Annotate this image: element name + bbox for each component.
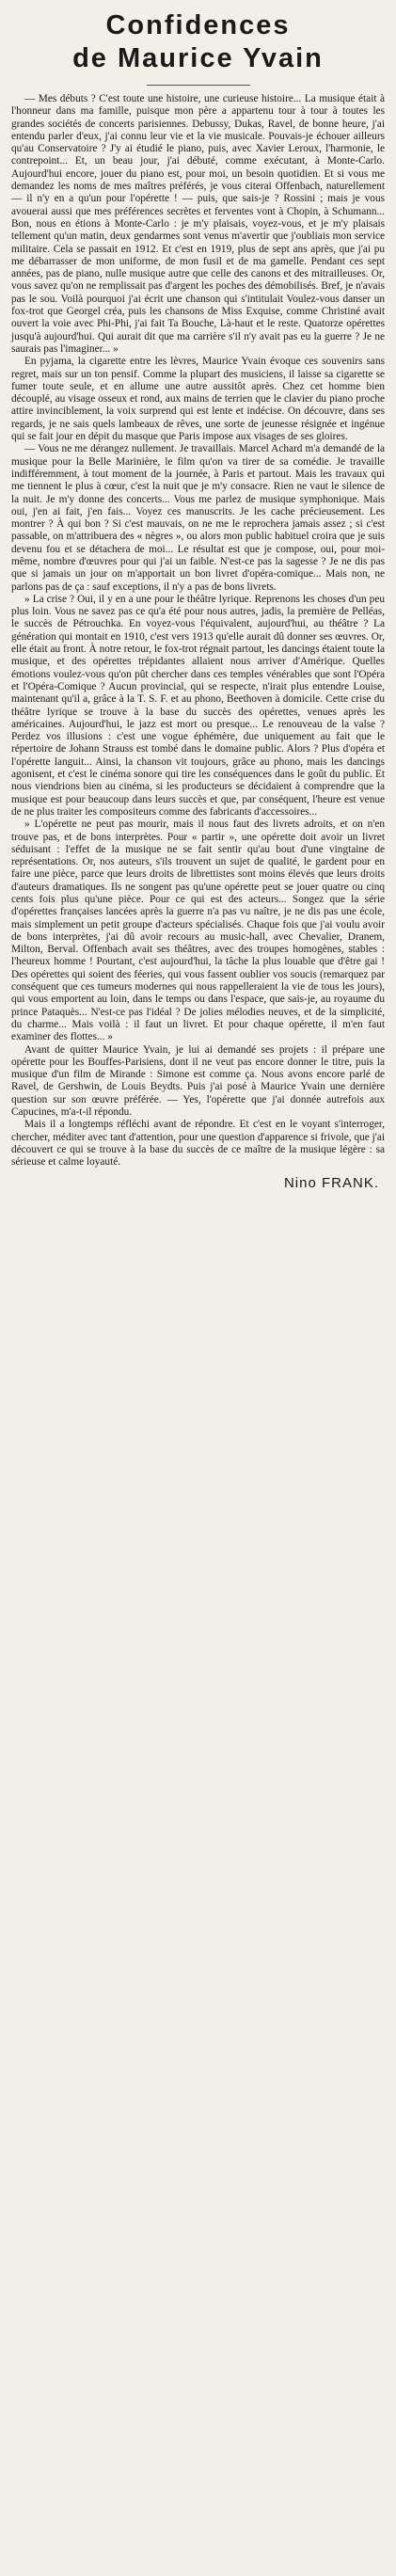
paragraph: — Mes débuts ? C'est toute une histoire, une curieuse histoire... La musique était à l'honneur dans ma famille, puisque mon père a appartenu tour à tour à toutes les grandes sociétés de concerts parisiennes. Debussy, Dukas, Ravel, de bonne heure, j'ai entendu parler d'eux, j'ai connu leur vie et la vie musicale. Pouvais-je échouer ailleurs qu'au Conservatoire ? J'y ai étudié le piano, puis, avec Xavier Leroux, l'harmonie, le contrepoint... Et, un beau jour, j'ai débuté, comme exécutant, à Monte-Carlo. Aujourd'hui encore, jouer du piano est, pour moi, un besoin quotidien. Et si vous me demandez les noms de mes maîtres préférés, je vous citerai Offenbach, naturellement — il n'y en a qu'un pour l'opérette ! — puis, que sais-je ? Rossini ; mais je vous avouerai aussi que mes préférences secrètes et ferventes vont à Chopin, à Schumann... Bon, nous en étions à Monte-Carlo : je m'y plaisais, voyez-vous, et je m'y plaisais tellement qu'un matin, deux gendarmes sont venus m'avertir que j'oubliais mon service militaire. Cela se passait en 1912. Et c'est en 1919, plus de sept ans après, que j'ai pu me débarrasser de mon uniforme, de mon fusil et de ma gamelle. Pendant ces sept années, pas de piano, nulle musique autre que celle des canons et des mitrailleuses. Or, vous savez qu'on ne remplissait pas d'argent les poches des démobilisés. Bref, je n'avais pas le sou. Voilà pourquoi j'ai écrit une chanson qui s'intitulait Voulez-vous danser un fox-trot que Georgel créa, puis les chansons de Miss Exquise, comme Christiné avait ouvert la voie avec Phi-Phi, j'ai fait Ta Bouche, Là-haut et le reste. Quatorze opérettes jusqu'à aujourd'hui. Qui aurait dit que ma carrière s'il n'y avait pas eu la guerre ? Je ne saurais pas l'imaginer... » xyxy=(11,93,385,355)
title-line-1: Confidences xyxy=(105,10,291,40)
title-line-2: de Maurice Yvain xyxy=(72,43,324,73)
paragraph: » La crise ? Oui, il y en a une pour le théâtre lyrique. Reprenons les choses d'un peu plus loin. Vous ne savez pas ce qu'a été pour nous autres, jadis, la première de Pelléas, le succès de Pétrouchka. En voyez-vous l'équivalent, aujourd'hui, au théâtre ? La génération qui montait en 1910, c'est vers 1913 qu'elle aurait dû donner ses œuvres. Or, elle était au front. À notre retour, le fox-trot régnait partout, les dancings étaient toute la musique, et des opérettes trépidantes allaient nous arriver d'Amérique. Quelles émotions voulez-vous qu'on pût chercher dans ces temples vénérables que sont l'Opéra et l'Opéra-Comique ? Aucun provincial, qui se respecte, n'irait plus entendre Louise, maintenant qu'il a, grâce à la T. S. F. et au phono, Beethoven à domicile. Cette crise du théâtre lyrique se trouve à la base du succès des opérettes, venues après les américaines. Aujourd'hui, le jazz est mort ou presque... Le renouveau de la valse ? Perdez vos illusions : c'est une vogue éphémère, due uniquement au fait que le répertoire de Johann Strauss est tombé dans le domaine public. Alors ? Plus d'opéra et l'opérette languit... Ainsi, la chanson vit toujours, grâce au phono, mais les dancings agonisent, et c'est le cinéma sonore qui tire les conséquences dans le goût du public. Et nous viendrions bien au cinéma, si les producteurs se décidaient à comprendre que la musique est pour beaucoup dans leurs succès et que, par conséquent, l'heure est venue de ne plus traiter les compositeurs comme des fabricants d'accessoires... xyxy=(11,593,385,818)
paragraph: Mais il a longtemps réfléchi avant de répondre. Et c'est en le voyant s'interroger, chercher, méditer avec tant d'attention, pour une question d'apparence si frivole, que j'ai découvert ce qui se trouve à la base du succès de ce maître de la musique légère : sa sérieuse et calme loyauté. xyxy=(11,1119,385,1169)
paragraph: Avant de quitter Maurice Yvain, je lui ai demandé ses projets : il prépare une opérette pour les Bouffes-Parisiens, dont il ne veut pas encore donner le titre, puis la musique d'un film de Mirande : Simone est comme ça. Nous avons encore parlé de Ravel, de Gershwin, de Louis Beydts. Puis j'ai posé à Maurice Yvain une dernière question sur son œuvre préférée. — Yes, l'opérette que j'ai donnée autrefois aux Capucines, m'a-t-il répondu. xyxy=(11,1043,385,1119)
title-rule xyxy=(147,85,250,86)
paragraph: — Vous ne me dérangez nullement. Je travaillais. Marcel Achard m'a demandé de la musique pour la Belle Marinière, le film qu'on va tirer de sa comédie. Je travaille indifféremment, à tout moment de la journée, à Paris et partout. Mais les travaux qui me tiennent le plus à cœur, c'est la nuit que je m'y consacre. Rien ne vaut le silence de la nuit. Je m'y donne des concerts... Vous me parlez de musique symphonique. Mais oui, j'en ai fait, j'en fais... Voyez ces manuscrits. Je les cache précieusement. Les montrer ? À qui bon ? Si c'est mauvais, on ne me le reprochera jamais assez ; si c'est passable, on m'attribuera des « nègres », ou alors mon public habituel croira que je suis devenu fou et se détachera de moi... Le résultat est que je compose, oui, pour moi-même, nombre d'œuvres pour qui j'ai un faible. N'est-ce pas la sagesse ? Je ne dis pas que si jamais un jour on m'apportait un bon livret d'opéra-comique... Mais non, ne parlons pas de ça : sauf exceptions, il n'y a pas de bons livrets. xyxy=(11,443,385,593)
author-signature: Nino FRANK. xyxy=(283,1174,379,1191)
paragraph: En pyjama, la cigarette entre les lèvres, Maurice Yvain évoque ces souvenirs sans regret, mais sur un ton pensif. Comme la plupart des musiciens, il laisse sa cigarette se fumer toute seule, et en allume une autre aussitôt après. Chez cet homme bien découplé, au visage osseux et rond, aux mains de terrien que le clavier du piano proche attire invinciblement, la voix surprend qui est lente et indécise. On découvre, dans ses regards, je ne sais quels lambeaux de rêves, une sorte de jeunesse résignée et ingénue qui se fait jour en dépit du masque que Paris impose aux visages de ses gloires. xyxy=(11,356,385,443)
article-title xyxy=(11,9,385,75)
article-body xyxy=(11,93,385,1169)
paragraph: » L'opérette ne peut pas mourir, mais il nous faut des livrets adroits, et on n'en trouve pas, et de bons interprètes. Pour « partir », une opérette doit avoir un livret séduisant : l'effet de la musique ne se fait sentir qu'au bout d'une vingtaine de représentations. Or, nos auteurs, s'ils trouvent un sujet de qualité, le gardent pour en faire une pièce, parce que leurs droits de librettistes sont moins élevés que leurs droits d'auteurs dramatiques. Ils ne songent pas qu'une opérette peut se jouer quatre ou cinq cents fois plus qu'une pièce. Pour ce qui est des acteurs... Songez que la série d'opérettes françaises lancées après la guerre n'a pas vu naître, je ne dis pas une école, mais simplement un petit groupe d'acteurs spécialisés. Chaque fois que j'ai voulu avoir de bons interprètes, j'ai dû avoir recours au music-hall, avec Chevalier, Dranem, Milton, Berval. Offenbach avait ses théâtres, avec des troupes homogènes, stables : l'heureux homme ! Pourtant, c'est aujourd'hui, la tâche la plus louable que d'être gai ! Des opérettes qui soient des féeries, qui vous fassent oublier vos soucis (remarquez par conséquent que ces tumeurs modernes qui nous rappelleraient la vie de tous les jours), qui vous emportent au loin, dans le temps ou dans l'espace, que sais-je, au royaume du prince Pataquès... N'est-ce pas l'idéal ? De jolies mélodies neuves, et de la simplicité, du charme... Mais voilà : il faut un livret. Et pour chaque opérette, il m'en faut examiner des flottes... » xyxy=(11,819,385,1043)
